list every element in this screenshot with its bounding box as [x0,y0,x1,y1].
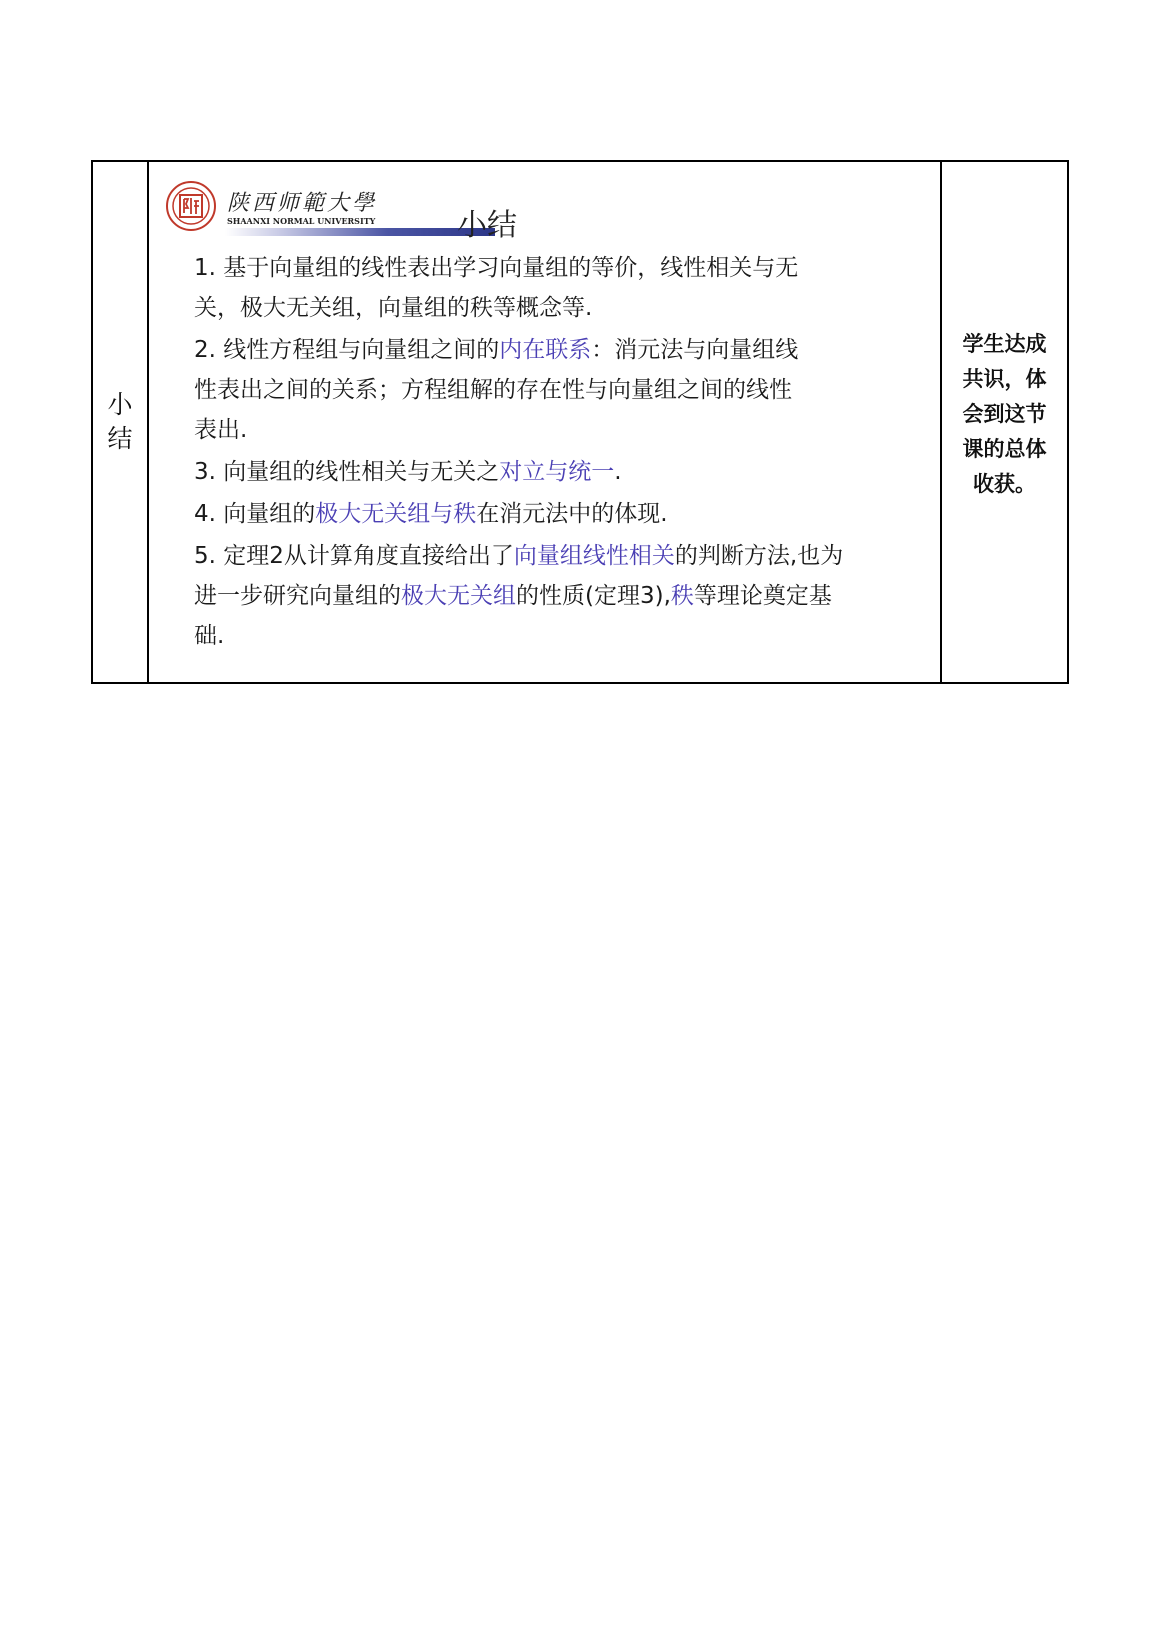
item-text: 2. 线性方程组与向量组之间的 [194,337,500,363]
highlight-text: 极大无关组 [401,583,516,609]
summary-item-1 [194,248,814,328]
highlight-text: 极大无关组与秩 [315,501,477,527]
highlight-text: 向量组线性相关 [513,543,675,569]
item-text: 等理论奠定基础. [194,583,832,649]
item-text: 在消元法中的体现. [476,501,668,527]
summary-item-2 [194,330,814,450]
item-text: 4. 向量组的 [194,501,316,527]
summary-list [194,248,894,658]
highlight-text: 内在联系 [499,337,592,363]
row-label-cell [93,162,149,682]
item-text: 3. 向量组的线性相关与无关之 [194,459,500,485]
highlight-text: 秩 [670,583,694,609]
university-name-en: SHAANXI NORMAL UNIVERSITY [227,216,376,226]
header-underline [225,228,495,236]
note-cell [942,162,1067,682]
slide-cell [149,162,942,682]
item-text: ：消元法与向量组线性表出之间的关系；方程组解的存在性与向量组之间的线性表出. [194,337,799,443]
university-name-cn: 陕西师範大學 [227,191,378,216]
summary-item-4 [194,494,894,534]
item-text: 的判断方法,也为进一步研究向量组的 [194,543,844,609]
item-text: 1. 基于向量组的线性表出学习向量组的等价，线性相关与无关，极大无关组，向量组的秩等概念等. [194,255,799,321]
item-text: . [614,459,622,485]
student-outcome-note: 学生达成共识，体会到这节课的总体收获。 [962,331,1047,496]
item-text: 5. 定理2从计算角度直接给出了 [194,543,514,569]
summary-item-5 [194,536,844,656]
highlight-text: 对立与统一 [499,459,615,485]
university-seal-icon [165,180,217,232]
lesson-table [91,160,1069,684]
slide-header [165,176,585,243]
slide-title: 小结 [457,208,517,243]
item-text: 的性质(定理3), [516,583,671,609]
summary-item-3 [194,452,894,492]
row-label: 小结 [107,390,133,453]
